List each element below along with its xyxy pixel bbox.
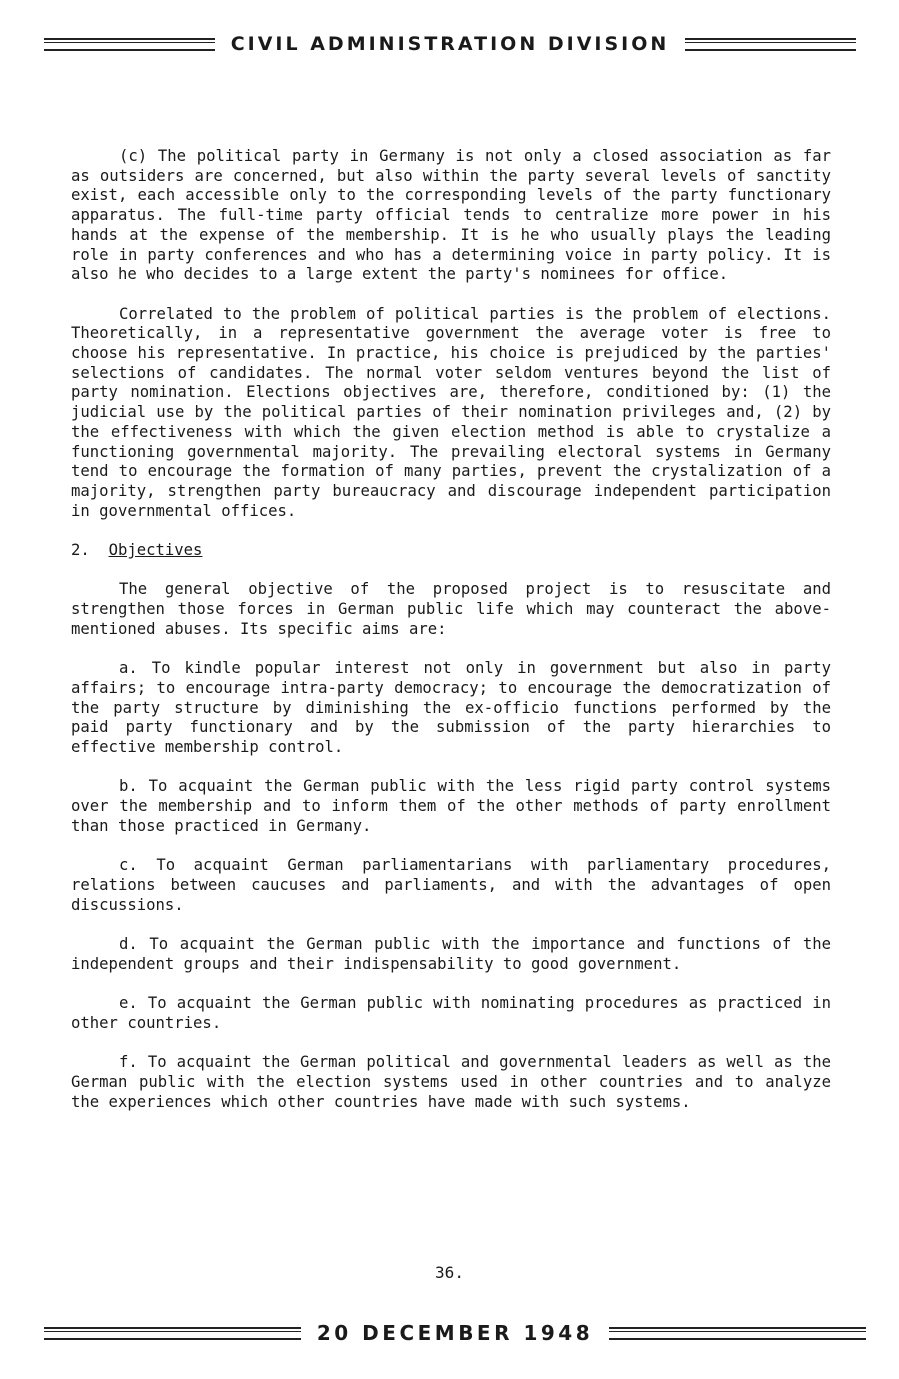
section-title: Objectives	[108, 541, 203, 560]
page-number: 36.	[435, 1263, 464, 1282]
document-body	[71, 147, 831, 1132]
header-rule-left	[44, 38, 215, 51]
paragraph-c: (c) The political party in Germany is not only a closed association as far as outsiders are concerned, but also within the party several levels of sanctity exist, each accessible only to the corresponding levels of the party functionary apparatus. The full-time party official tends to centralize more power in his hands at the expense of the membership. It is he who usually plays the leading role in party conferences and who has a determining voice in party policy. It is also he who decides to a large extent the party's nominees for office.	[71, 147, 831, 284]
page-header	[44, 30, 856, 58]
footer-rule-right	[609, 1327, 866, 1340]
page-footer	[44, 1319, 866, 1347]
aim-d: d. To acquaint the German public with the importance and functions of the independent groups and their indispensability to good government.	[71, 935, 831, 973]
paragraph-elections: Correlated to the problem of political parties is the problem of elections. Theoretically, in a representative government the average voter is free to choose his representative. In practice, his choice is prejudiced by the parties' selections of candidates. The normal voter seldom ventures beyond the list of party nomination. Elections objectives are, therefore, conditioned by: (1) the judicial use by the political parties of their nomination privileges and, (2) by the effectiveness with which the given election method is able to crystalize a functioning governmental majority. The prevailing electoral systems in Germany tend to encourage the formation of many parties, prevent the crystalization of a majority, strengthen party bureaucracy and discourage independent participation in governmental offices.	[71, 304, 831, 520]
footer-rule-left	[44, 1327, 301, 1340]
division-title: CIVIL ADMINISTRATION DIVISION	[230, 33, 670, 55]
section-number: 2.	[71, 541, 90, 560]
aim-f: f. To acquaint the German political and governmental leaders as well as the German public with the election systems used in other countries and to analyze the experiences which other countries have made with such systems.	[71, 1053, 831, 1111]
section-heading	[71, 541, 831, 561]
aim-a: a. To kindle popular interest not only in government but also in party affairs; to encourage intra-party democracy; to encourage the democratization of the party structure by diminishing the ex-officio functions performed by the paid party functionary and by the submission of the party hierarchies to effective membership control.	[71, 659, 831, 757]
footer-date: 20 DECEMBER 1948	[316, 1321, 594, 1345]
objectives-intro: The general objective of the proposed project is to resuscitate and strengthen those forces in German public life which may counteract the above-mentioned abuses. Its specific aims are:	[71, 580, 831, 638]
aim-c: c. To acquaint German parliamentarians with parliamentary procedures, relations between caucuses and parliaments, and with the advantages of open discussions.	[71, 856, 831, 914]
aim-b: b. To acquaint the German public with the less rigid party control systems over the membership and to inform them of the other methods of party enrollment than those practiced in Germany.	[71, 777, 831, 835]
aim-e: e. To acquaint the German public with nominating procedures as practiced in other countries.	[71, 994, 831, 1032]
header-rule-right	[685, 38, 856, 51]
